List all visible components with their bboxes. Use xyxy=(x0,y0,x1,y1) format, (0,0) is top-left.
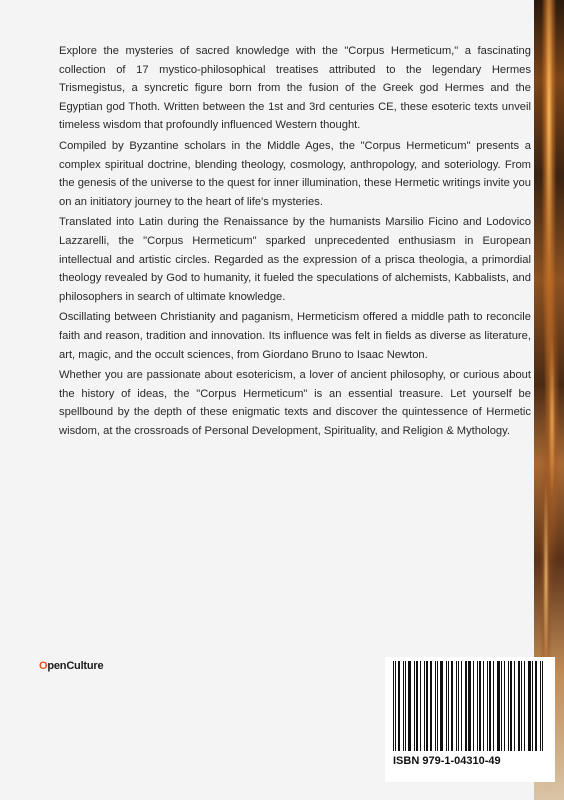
barcode-bar xyxy=(448,661,449,751)
barcode-bar xyxy=(514,661,515,751)
barcode-bar xyxy=(535,661,537,751)
publisher-logo-o: O xyxy=(39,660,48,672)
barcode-bar xyxy=(479,661,481,751)
barcode-bar xyxy=(405,661,406,751)
barcode-bar xyxy=(393,661,394,751)
barcode-bar xyxy=(408,661,411,751)
barcode-bar xyxy=(403,661,404,751)
barcode-bar xyxy=(458,661,459,751)
barcode-panel xyxy=(385,657,555,782)
barcode-bar xyxy=(489,661,491,751)
barcode-bar xyxy=(461,661,462,751)
barcode-bar xyxy=(426,661,428,751)
barcode-bar xyxy=(440,661,443,751)
barcode-bar xyxy=(540,661,541,751)
barcode-bar xyxy=(395,661,396,751)
barcode-bar xyxy=(493,661,494,751)
barcode-bar xyxy=(446,661,447,751)
blurb-paragraph-3: Translated into Latin during the Renaissance by the humanists Marsilio Ficino and Lodovico Lazzarelli, the "Corpus Hermeticum" sparked unprecedented enthusiasm in European intellectual and artistic circles. Regarded as the expression of a prisca theologia, a primordial theology revealed by God to humanity, it fueled the speculations of alchemists, Kabbalists, and philosophers in search of ultimate knowledge. xyxy=(59,216,531,303)
barcode-bar xyxy=(504,661,505,751)
barcode-bar xyxy=(416,661,418,751)
publisher-logo xyxy=(39,660,103,672)
barcode-bar xyxy=(487,661,488,751)
barcode-bar xyxy=(521,661,522,751)
barcode-bar xyxy=(477,661,478,751)
barcode-bar xyxy=(456,661,457,751)
blurb-paragraph-1: Explore the mysteries of sacred knowledge with the "Corpus Hermeticum," a fascinating collection of 17 mystico-philosophical treatises attributed to the legendary Hermes Trismegistus, a syncretic figure born from the fusion of the Greek god Hermes and the Egyptian god Thoth. Written between the 1st and 3rd centuries CE, these esoteric texts unveil timeless wisdom that profoundly influenced Western thought. xyxy=(59,45,531,132)
barcode-bar xyxy=(420,661,421,751)
barcode-bar xyxy=(501,661,502,751)
barcode-bar xyxy=(483,661,484,751)
barcode-bar xyxy=(524,661,525,751)
barcode-bar xyxy=(510,661,512,751)
barcode-bar xyxy=(437,661,438,751)
barcode-bar xyxy=(424,661,425,751)
barcode-bar xyxy=(398,661,400,751)
barcode-bar xyxy=(468,661,471,751)
barcode-bar xyxy=(528,661,531,751)
barcode-bar xyxy=(430,661,432,751)
barcode-image xyxy=(393,661,545,751)
barcode-bar xyxy=(451,661,453,751)
blurb-paragraph-4: Oscillating between Christianity and paganism, Hermeticism offered a middle path to reconcile faith and reason, tradition and innovation. Its influence was felt in fields as diverse as literature, art, magic, and the occult sciences, from Giordano Bruno to Isaac Newton. xyxy=(59,311,531,361)
barcode-bar xyxy=(435,661,436,751)
barcode-bar xyxy=(414,661,415,751)
blurb-text xyxy=(59,42,531,442)
blurb-paragraph-2: Compiled by Byzantine scholars in the Middle Ages, the "Corpus Hermeticum" presents a complex spiritual doctrine, blending theology, cosmology, anthropology, and soteriology. From the genesis of the universe to the quest for inner illumination, these Hermetic writings invite you on an initiatory journey to the heart of life's mysteries. xyxy=(59,139,531,208)
publisher-logo-text: penCulture xyxy=(47,660,104,672)
barcode-bar xyxy=(508,661,509,751)
barcode-bar xyxy=(532,661,533,751)
barcode-bar xyxy=(465,661,467,751)
barcode-bar xyxy=(542,661,543,751)
isbn-label: ISBN 979-1-04310-49 xyxy=(393,755,501,767)
barcode-bar xyxy=(473,661,474,751)
barcode-bar xyxy=(518,661,520,751)
blurb-paragraph-5: Whether you are passionate about esotericism, a lover of ancient philosophy, or curious about the history of ideas, the "Corpus Hermeticum" is an essential treasure. Let yourself be spellbound by the depth of these enigmatic texts and discover the quintessence of Hermetic wisdom, at the crossroads of Personal Development, Spirituality, and Religion & Mythology. xyxy=(59,369,531,437)
barcode-bar xyxy=(497,661,500,751)
